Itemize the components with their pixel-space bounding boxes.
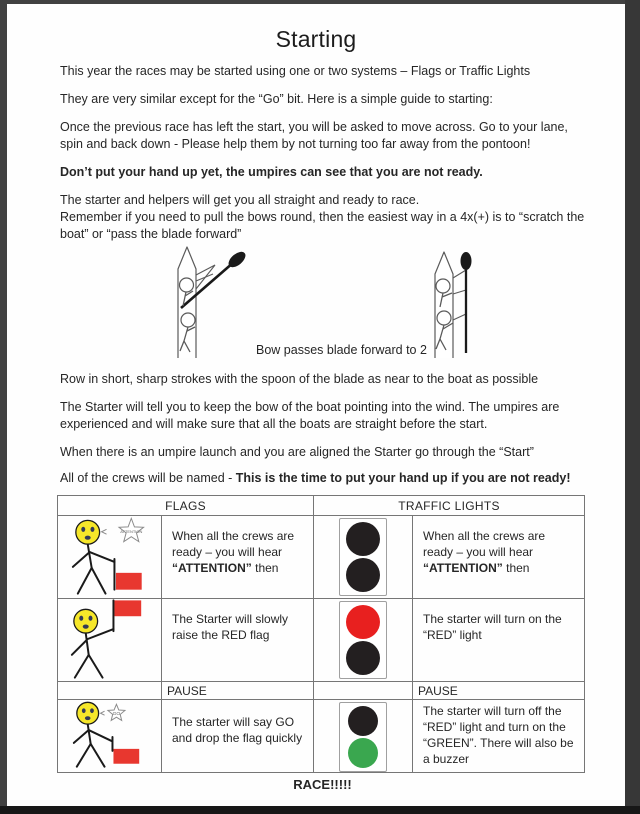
starter-figure-go <box>58 700 161 771</box>
frame-bottom-bar <box>0 806 640 814</box>
traffic-light-bottom-lamp <box>346 641 380 675</box>
intro-paragraph-hand-up-warning: Don’t put your hand up yet, the umpires can see that you are not ready. <box>60 165 483 179</box>
face-mouth <box>83 625 89 629</box>
figure-legs <box>75 655 103 678</box>
lights-green-figure-cell <box>314 700 413 772</box>
star-label: GO <box>112 712 121 718</box>
figure-body <box>86 633 89 655</box>
flags-go-text-cell: The starter will say GO and drop the flag quickly <box>162 700 314 772</box>
red-flag-icon <box>114 600 141 616</box>
face-mouth <box>85 536 91 540</box>
figure-legs <box>77 744 105 767</box>
rower-2-head <box>437 311 451 325</box>
face-eye <box>89 616 93 621</box>
face-icon <box>76 520 100 544</box>
intro-paragraph-similar: They are very similar except for the “Go” bit. Here is a simple guide to starting: <box>60 92 493 106</box>
paragraph-short-strokes: Row in short, sharp strokes with the spoon of the blade as near to the boat as possible <box>60 372 539 386</box>
crews-named-text: All of the crews will be named - <box>60 471 236 485</box>
face-eye <box>90 708 94 713</box>
rigger-lines <box>453 270 466 320</box>
attention-bold-text: “ATTENTION” <box>172 561 252 575</box>
flags-red-figure-cell <box>58 599 162 682</box>
traffic-light-top-lamp <box>346 605 380 639</box>
table-header-traffic-lights: TRAFFIC LIGHTS <box>314 496 584 516</box>
face-icon <box>74 609 98 633</box>
pause-empty-cell <box>58 682 162 700</box>
lights-attention-figure-cell <box>314 516 413 599</box>
figure-left-arm <box>74 730 89 743</box>
diagram-caption: Bow passes blade forward to 2 <box>256 343 427 357</box>
paragraph-umpire-launch: When there is an umpire launch and you are aligned the Starter go through the “Start” <box>60 445 534 459</box>
traffic-light-icon <box>339 702 387 772</box>
starter-figure-attention <box>58 516 161 598</box>
flags-attention-figure-cell <box>58 516 162 599</box>
flags-attention-text-cell <box>162 516 314 599</box>
frame-right-band <box>625 0 640 814</box>
face-eye <box>81 527 85 532</box>
traffic-light-icon <box>339 601 387 679</box>
red-flag-icon <box>113 749 139 764</box>
rower-1-head <box>180 278 194 292</box>
oar-blade-icon <box>461 252 472 270</box>
pause-empty-cell <box>314 682 413 700</box>
lights-pause-cell: PAUSE <box>413 682 584 700</box>
intro-paragraph-straighten <box>60 192 585 243</box>
face-eye <box>90 527 94 532</box>
boat-pass-blade-drawing <box>428 250 488 360</box>
start-systems-table <box>57 495 585 773</box>
flags-pause-cell: PAUSE <box>162 682 314 700</box>
paragraph-bow-into-wind: The Starter will tell you to keep the bow of the boat pointing into the wind. The umpires are experienced and will make sure that all the boats are straight before the start. <box>60 400 560 431</box>
attention-text: When all the crews are ready – you will hear <box>423 529 546 559</box>
straighten-line-2: Remember if you need to pull the bows round, then the easiest way in a 4x(+) is to “scratch the boat” or “pass the blade forward” <box>60 210 585 241</box>
attention-text-after: then <box>251 561 279 575</box>
callout-arrow-icon <box>102 529 107 534</box>
face-eye <box>82 708 86 713</box>
traffic-light-bottom-lamp <box>348 738 378 768</box>
flags-go-figure-cell <box>58 700 162 772</box>
boat-hull <box>435 252 453 358</box>
figure-right-arm <box>90 552 115 562</box>
face-eye <box>79 616 83 621</box>
figure-body <box>88 544 92 568</box>
rower-2-head <box>181 313 195 327</box>
figure-left-arm <box>73 552 90 567</box>
attention-text-after: then <box>502 561 530 575</box>
face-mouth <box>85 716 91 720</box>
lights-green-text-cell: The starter will turn off the “RED” light and turn on the “GREEN”. There will also be a buzzer <box>423 704 574 766</box>
intro-paragraph-move-across: Once the previous race has left the start, you will be asked to move across. Go to your lane, spin and back down - Please help them by not turning too far away from the pontoon! <box>60 120 568 151</box>
figure-legs <box>78 568 106 594</box>
figure-body <box>88 724 91 744</box>
table-header-flags: FLAGS <box>58 496 314 516</box>
traffic-light-top-lamp <box>348 706 378 736</box>
figure-left-arm <box>72 640 87 655</box>
face-icon <box>77 702 99 724</box>
document-page <box>7 4 625 806</box>
star-label: ATTENTION <box>120 529 143 535</box>
page-content <box>7 63 625 792</box>
straighten-line-1: The starter and helpers will get you all straight and ready to race. <box>60 193 420 207</box>
boat-diagram <box>60 245 585 363</box>
starter-figure-raising-flag <box>58 599 161 681</box>
traffic-light-top-lamp <box>346 522 380 556</box>
intro-paragraph-systems: This year the races may be started using one or two systems – Flags or Traffic Lights <box>60 64 531 78</box>
attention-bold-text: “ATTENTION” <box>423 561 503 575</box>
traffic-light-icon <box>339 518 387 596</box>
attention-text: When all the crews are ready – you will hear <box>172 529 295 559</box>
paragraph-crews-named <box>60 470 585 487</box>
rower-1-head <box>436 279 450 293</box>
red-flag-icon <box>116 573 142 590</box>
lights-attention-text-cell <box>413 516 584 599</box>
lights-red-text-cell: The starter will turn on the “RED” light <box>413 599 584 682</box>
page-title: Starting <box>275 26 357 52</box>
lights-red-figure-cell <box>314 599 413 682</box>
crews-named-bold-text: This is the time to put your hand up if you are not ready! <box>235 471 571 485</box>
rigger-bar <box>196 274 213 281</box>
callout-arrow-icon <box>101 711 105 715</box>
flags-red-text-cell: The Starter will slowly raise the RED flag <box>162 599 314 682</box>
traffic-light-bottom-lamp <box>346 558 380 592</box>
race-text: RACE!!!!! <box>293 777 352 792</box>
figure-right-arm <box>89 730 112 741</box>
